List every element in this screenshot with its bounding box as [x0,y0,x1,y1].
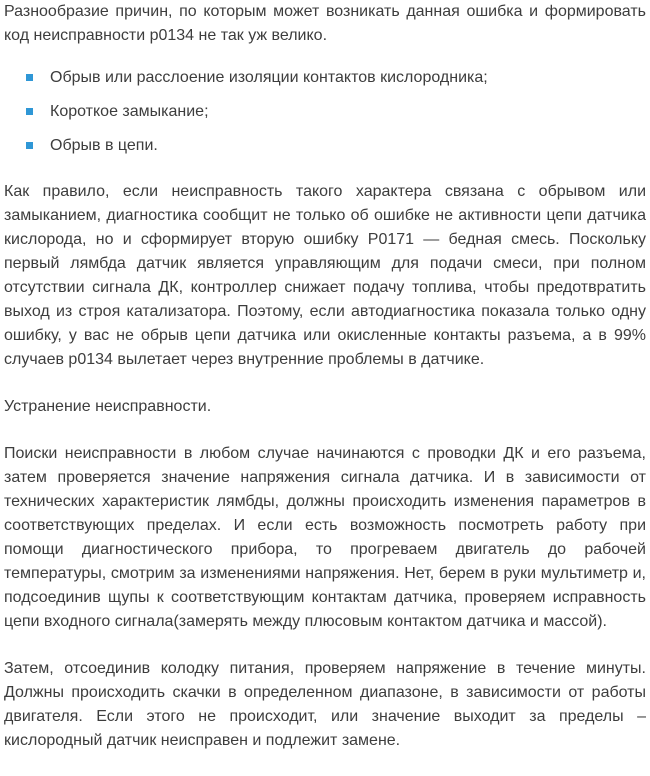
list-item-text: Обрыв в цепи. [50,137,158,154]
diagnosis-paragraph: Как правило, если неисправность такого характера связана с обрывом или замыканием, диагностика сообщит не только об ошибке не активности цепи датчика кислорода, но и сформирует вторую ошибку P0171 — бедная смесь. Поскольку первый лямбда датчик является управляющим для подачи смеси, при полном отсутствии сигнала ДК, контроллер снижает подачу топлива, чтобы предотвратить выход из строя катализатора. Поэтому, если автодиагностика показала только одну ошибку, у вас не обрыв цепи датчика или окисленные контакты разъема, а в 99% случаев p0134 вылетает через внутренние проблемы в датчике. [4,183,646,368]
list-item [26,100,646,124]
square-bullet-icon [26,74,33,81]
square-bullet-icon [26,108,33,115]
troubleshooting-paragraph: Поиски неисправности в любом случае начинаются с проводки ДК и его разъема, затем проверяется значение напряжения сигнала датчика. И в зависимости от технических характеристик лямбды, должны происходить изменения параметров в соответствующих пределах. И если есть возможность посмотреть работу при помощи диагностического прибора, то прогреваем двигатель до рабочей температуры, смотрим за изменениями напряжения. Нет, берем в руки мультиметр и, подсоединив щупы к соответствующим контактам датчика, проверяем исправность цепи входного сигнала(замерять между плюсовым контактом датчика и массой). [4,445,646,630]
list-item-text: Короткое замыкание; [50,103,209,120]
intro-paragraph: Разнообразие причин, по которым может возникать данная ошибка и формировать код неисправности p0134 не так уж велико. [4,3,646,44]
list-item [26,134,646,158]
square-bullet-icon [26,142,33,149]
voltage-check-paragraph: Затем, отсоединив колодку питания, проверяем напряжение в течение минуты. Должны происходить скачки в определенном диапазоне, в зависимости от работы двигателя. Если этого не происходит, или значение выходит за пределы – кислородный датчик неисправен и подлежит замене. [4,660,646,749]
causes-list [4,66,646,158]
list-item-text: Обрыв или расслоение изоляции контактов кислородника; [50,69,488,86]
section-heading: Устранение неисправности. [4,398,212,415]
list-item [26,66,646,90]
